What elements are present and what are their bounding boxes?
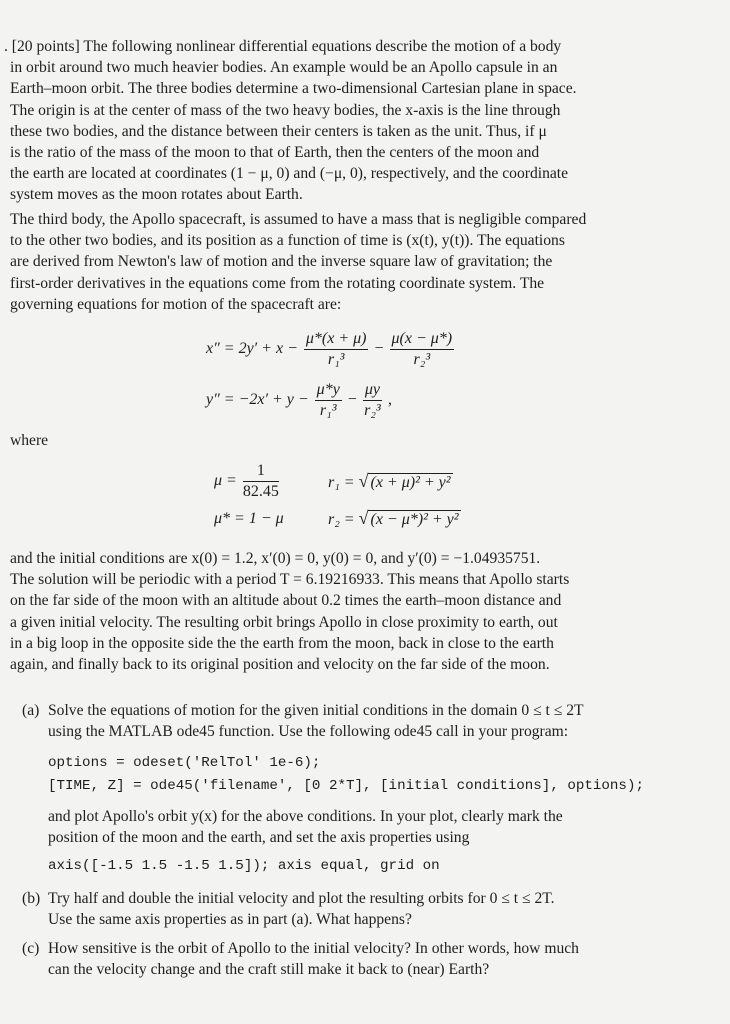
code-options: options = odeset('RelTol' 1e-6); bbox=[48, 755, 321, 771]
code-ode45-call: [TIME, Z] = ode45('filename', [0 2*T], [initial conditions], options); bbox=[48, 778, 644, 794]
eq2-fraction-1 bbox=[315, 381, 342, 420]
mustar-definition bbox=[214, 510, 284, 528]
part-b-label: (b) bbox=[22, 890, 41, 907]
eq1-denominator-1: r₁³ bbox=[327, 351, 345, 368]
sqrt-icon: √ bbox=[358, 508, 369, 528]
part-c-line: How sensitive is the orbit of Apollo to the initial velocity? In other words, how much bbox=[48, 940, 579, 957]
eq1-fraction-1 bbox=[304, 330, 369, 369]
conditions-line: and the initial conditions are x(0) = 1.2, x′(0) = 0, y(0) = 0, and y′(0) = −1.04935751. bbox=[10, 550, 541, 567]
intro-line: these two bodies, and the distance between their centers is taken as the unit. Thus, if μ bbox=[10, 122, 547, 140]
intro-paragraph bbox=[4, 36, 682, 206]
part-c bbox=[22, 938, 684, 980]
r1-lhs: r₁ = bbox=[328, 474, 355, 491]
eq1-numerator-2: μ(x − μ*) bbox=[390, 330, 455, 350]
part-a-line: Solve the equations of motion for the given initial conditions in the domain 0 ≤ t ≤ 2T bbox=[48, 702, 584, 719]
conditions-line: again, and finally back to its original position and velocity on the far side of the moon. bbox=[10, 656, 550, 674]
spacecraft-line: are derived from Newton's law of motion and the inverse square law of gravitation; the bbox=[10, 253, 553, 271]
eq2-comma: , bbox=[387, 391, 392, 409]
code-axis: axis([-1.5 1.5 -1.5 1.5]); axis equal, grid on bbox=[48, 858, 440, 874]
spacecraft-line: to the other two bodies, and its position as a function of time is (x(t), y(t)). The equations bbox=[10, 232, 565, 250]
conditions-line: The solution will be periodic with a period T = 6.19216933. This means that Apollo starts bbox=[10, 571, 570, 589]
eq2-fraction-2 bbox=[363, 381, 382, 420]
mu-definition bbox=[214, 462, 281, 501]
spacecraft-line: The third body, the Apollo spacecraft, is assumed to have a mass that is negligible compared bbox=[10, 211, 587, 228]
r1-definition bbox=[328, 471, 453, 492]
part-b-line: Try half and double the initial velocity and plot the resulting orbits for 0 ≤ t ≤ 2T. bbox=[48, 890, 555, 907]
r1-radicand: (x + μ)² + y² bbox=[370, 474, 451, 491]
part-b bbox=[22, 888, 684, 930]
spacecraft-line: first-order derivatives in the equations come from the rotating coordinate system. The bbox=[10, 274, 545, 292]
eq2-lhs: y″ = −2x′ + y − bbox=[206, 391, 309, 409]
part-b-line: Use the same axis properties as in part (a). What happens? bbox=[48, 911, 412, 929]
mu-denominator: 82.45 bbox=[242, 483, 279, 500]
sqrt-icon: √ bbox=[358, 471, 369, 491]
conditions-line: in a big loop in the opposite side the the earth from the moon, back in close to the earth bbox=[10, 634, 554, 652]
conditions-line: on the far side of the moon with an altitude about 0.2 times the earth–moon distance and bbox=[10, 592, 562, 610]
part-a-continued bbox=[22, 806, 684, 848]
intro-line: . [20 points] The following nonlinear differential equations describe the motion of a body bbox=[4, 38, 562, 55]
eq2-denominator-2: r₂³ bbox=[364, 402, 381, 419]
eq2-denominator-1: r₁³ bbox=[319, 402, 337, 419]
eq1-numerator-1: μ*(x + μ) bbox=[304, 330, 369, 350]
r2-lhs: r₂ = bbox=[328, 511, 355, 528]
intro-line: system moves as the moon rotates about Earth. bbox=[10, 186, 303, 204]
intro-line: The origin is at the center of mass of the two heavy bodies, the x-axis is the line through bbox=[10, 101, 561, 119]
r2-radicand: (x − μ*)² + y² bbox=[370, 511, 459, 528]
spacecraft-line: governing equations for motion of the spacecraft are: bbox=[10, 295, 342, 313]
mu-numerator: 1 bbox=[243, 462, 279, 482]
intro-line: the earth are located at coordinates (1 − μ, 0) and (−μ, 0), respectively, and the coordinate bbox=[10, 165, 569, 183]
part-c-label: (c) bbox=[22, 940, 40, 957]
mustar-expression: μ* = 1 − μ bbox=[214, 510, 284, 527]
intro-line: Earth–moon orbit. The three bodies determine a two-dimensional Cartesian plane in space. bbox=[10, 80, 577, 98]
conditions-line: a given initial velocity. The resulting orbit brings Apollo in close proximity to earth, out bbox=[10, 613, 558, 631]
eq1-minus: − bbox=[374, 340, 384, 358]
equation-x bbox=[206, 330, 456, 369]
spacecraft-paragraph bbox=[10, 209, 682, 315]
equation-y bbox=[206, 381, 392, 420]
r2-definition bbox=[328, 508, 461, 529]
eq2-minus: − bbox=[347, 391, 357, 409]
part-a bbox=[22, 700, 684, 742]
part-c-line: can the velocity change and the craft still make it back to (near) Earth? bbox=[48, 961, 490, 979]
mu-fraction bbox=[243, 462, 279, 501]
eq2-numerator-1: μ*y bbox=[315, 381, 342, 401]
part-a-line: and plot Apollo's orbit y(x) for the above conditions. In your plot, clearly mark the bbox=[48, 808, 563, 825]
eq2-numerator-2: μy bbox=[363, 381, 382, 401]
intro-line: is the ratio of the mass of the moon to that of Earth, then the centers of the moon and bbox=[10, 144, 540, 162]
initial-conditions-paragraph bbox=[10, 548, 682, 675]
mu-lhs: μ = bbox=[214, 472, 237, 490]
part-a-line: position of the moon and the earth, and set the axis properties using bbox=[48, 829, 470, 847]
eq1-lhs: x″ = 2y′ + x − bbox=[206, 340, 298, 358]
where-label: where bbox=[10, 432, 49, 449]
intro-line: in orbit around two much heavier bodies. An example would be an Apollo capsule in an bbox=[10, 59, 558, 77]
eq1-fraction-2 bbox=[390, 330, 455, 369]
part-a-line: using the MATLAB ode45 function. Use the following ode45 call in your program: bbox=[48, 723, 569, 741]
eq1-denominator-2: r₂³ bbox=[413, 351, 431, 368]
part-a-label: (a) bbox=[22, 702, 40, 719]
